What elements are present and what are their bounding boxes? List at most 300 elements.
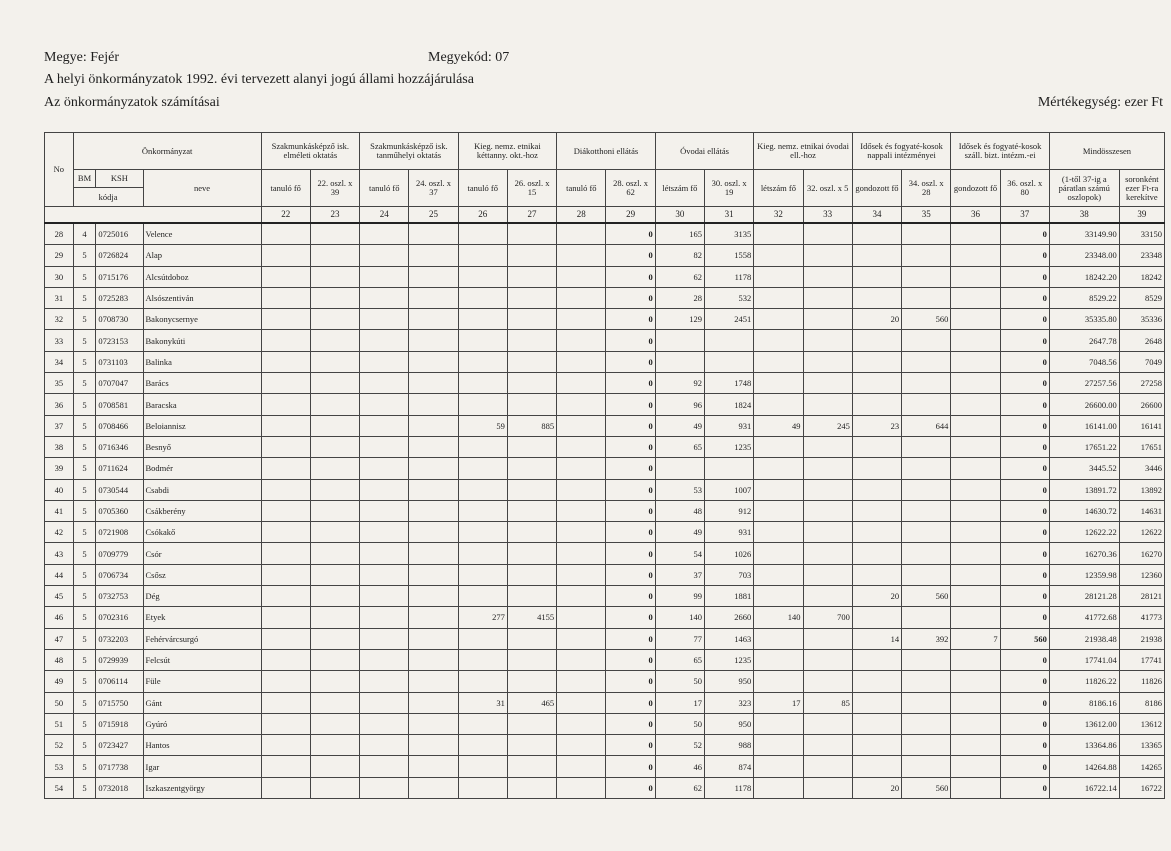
cell-c30: 49: [655, 415, 704, 436]
cell-c33: [803, 522, 852, 543]
cell-c34: [852, 649, 901, 670]
cell-c32: [754, 309, 803, 330]
cell-c29: 0: [606, 309, 655, 330]
cell-c28: [557, 223, 606, 245]
cell-row-no: 33: [45, 330, 74, 351]
header-sub: 36. oszl. x 80: [1000, 170, 1049, 207]
cell-c29: 0: [606, 415, 655, 436]
cell-c25: [409, 245, 458, 266]
cell-c30: 50: [655, 671, 704, 692]
cell-c37: 0: [1000, 735, 1049, 756]
cell-c34: 20: [852, 309, 901, 330]
cell-c37: 0: [1000, 223, 1049, 245]
cell-ksh-code: 0732753: [96, 586, 143, 607]
cell-c39-rounded: 41773: [1119, 607, 1164, 628]
header-sub: tanuló fő: [261, 170, 310, 207]
cell-c22: [261, 309, 310, 330]
cell-c27: [507, 713, 556, 734]
cell-c26: [458, 586, 507, 607]
cell-c39-rounded: 13365: [1119, 735, 1164, 756]
cell-c32: [754, 735, 803, 756]
cell-c26: [458, 777, 507, 798]
cell-bm-code: 5: [73, 394, 96, 415]
cell-row-no: 41: [45, 500, 74, 521]
header-sub: 32. oszl. x 5: [803, 170, 852, 207]
cell-ksh-code: 0705360: [96, 500, 143, 521]
cell-c26: [458, 756, 507, 777]
cell-c35: [902, 394, 951, 415]
header-col-num: 26: [458, 207, 507, 224]
cell-c30: 99: [655, 586, 704, 607]
cell-c22: [261, 756, 310, 777]
cell-municipality-name: Csákberény: [143, 500, 261, 521]
cell-c30: 92: [655, 373, 704, 394]
municipality-table: [44, 132, 1165, 799]
cell-c28: [557, 628, 606, 649]
cell-c25: [409, 458, 458, 479]
cell-c25: [409, 607, 458, 628]
cell-c29: 0: [606, 564, 655, 585]
cell-c34: 23: [852, 415, 901, 436]
cell-c25: [409, 735, 458, 756]
cell-c29: 0: [606, 522, 655, 543]
cell-row-no: 50: [45, 692, 74, 713]
cell-c37: 0: [1000, 543, 1049, 564]
cell-c35: [902, 756, 951, 777]
cell-c37: 0: [1000, 479, 1049, 500]
cell-c35: [902, 713, 951, 734]
cell-c31: 950: [704, 671, 753, 692]
table-row: [45, 266, 1165, 287]
cell-c30: 46: [655, 756, 704, 777]
cell-municipality-name: Balinka: [143, 351, 261, 372]
cell-c33: [803, 266, 852, 287]
table-row: [45, 309, 1165, 330]
cell-c33: [803, 287, 852, 308]
cell-c31: 1026: [704, 543, 753, 564]
cell-c24: [360, 351, 409, 372]
cell-c30: 37: [655, 564, 704, 585]
cell-c31: [704, 351, 753, 372]
cell-c29: 0: [606, 649, 655, 670]
header-sub: 26. oszl. x 15: [507, 170, 556, 207]
cell-bm-code: 5: [73, 713, 96, 734]
cell-c38-total: 17741.04: [1049, 649, 1119, 670]
cell-c37: 0: [1000, 309, 1049, 330]
cell-c31: 1881: [704, 586, 753, 607]
cell-municipality-name: Csór: [143, 543, 261, 564]
cell-municipality-name: Csabdi: [143, 479, 261, 500]
cell-c31: 988: [704, 735, 753, 756]
cell-c25: [409, 436, 458, 457]
cell-c24: [360, 649, 409, 670]
cell-bm-code: 5: [73, 479, 96, 500]
cell-c27: [507, 543, 556, 564]
cell-ksh-code: 0721908: [96, 522, 143, 543]
cell-c33: [803, 309, 852, 330]
table-row: [45, 415, 1165, 436]
cell-c30: [655, 351, 704, 372]
cell-ksh-code: 0706734: [96, 564, 143, 585]
cell-c30: 53: [655, 479, 704, 500]
cell-c28: [557, 309, 606, 330]
cell-row-no: 45: [45, 586, 74, 607]
cell-c34: [852, 458, 901, 479]
cell-c22: [261, 266, 310, 287]
cell-c28: [557, 777, 606, 798]
cell-c34: [852, 522, 901, 543]
cell-c22: [261, 628, 310, 649]
cell-row-no: 40: [45, 479, 74, 500]
cell-c27: [507, 500, 556, 521]
cell-c25: [409, 564, 458, 585]
cell-row-no: 36: [45, 394, 74, 415]
cell-c26: [458, 543, 507, 564]
cell-c29: 0: [606, 500, 655, 521]
header-sub: 34. oszl. x 28: [902, 170, 951, 207]
cell-c35: 560: [902, 586, 951, 607]
cell-c24: [360, 458, 409, 479]
cell-bm-code: 5: [73, 330, 96, 351]
cell-c32: [754, 756, 803, 777]
table-row: [45, 628, 1165, 649]
cell-row-no: 37: [45, 415, 74, 436]
cell-c23: [310, 458, 359, 479]
header-sub: gondozott fő: [852, 170, 901, 207]
cell-c23: [310, 671, 359, 692]
cell-c27: 465: [507, 692, 556, 713]
cell-bm-code: 5: [73, 564, 96, 585]
cell-municipality-name: Baracska: [143, 394, 261, 415]
cell-c27: [507, 287, 556, 308]
cell-c35: 392: [902, 628, 951, 649]
cell-ksh-code: 0706114: [96, 671, 143, 692]
cell-c23: [310, 628, 359, 649]
header-col-num: 31: [704, 207, 753, 224]
cell-c29: 0: [606, 735, 655, 756]
cell-ksh-code: 0708730: [96, 309, 143, 330]
header-sub: tanuló fő: [458, 170, 507, 207]
header-col-num: 25: [409, 207, 458, 224]
cell-c33: 85: [803, 692, 852, 713]
cell-bm-code: 5: [73, 649, 96, 670]
cell-c32: [754, 628, 803, 649]
cell-municipality-name: Alcsútdoboz: [143, 266, 261, 287]
cell-c25: [409, 628, 458, 649]
cell-c35: 560: [902, 777, 951, 798]
cell-c37: 0: [1000, 671, 1049, 692]
header-no: No: [45, 133, 74, 207]
cell-c31: 2451: [704, 309, 753, 330]
cell-row-no: 48: [45, 649, 74, 670]
cell-ksh-code: 0702316: [96, 607, 143, 628]
cell-row-no: 28: [45, 223, 74, 245]
cell-municipality-name: Besnyő: [143, 436, 261, 457]
cell-c31: 1235: [704, 436, 753, 457]
cell-c27: [507, 777, 556, 798]
cell-c37: 0: [1000, 713, 1049, 734]
cell-c34: [852, 713, 901, 734]
cell-c30: 49: [655, 522, 704, 543]
cell-c34: [852, 735, 901, 756]
cell-bm-code: 5: [73, 607, 96, 628]
cell-c26: [458, 287, 507, 308]
cell-c36: 7: [951, 628, 1000, 649]
cell-c24: [360, 500, 409, 521]
cell-c28: [557, 713, 606, 734]
table-row: [45, 671, 1165, 692]
cell-c38-total: 13612.00: [1049, 713, 1119, 734]
cell-municipality-name: Gyúró: [143, 713, 261, 734]
cell-c25: [409, 671, 458, 692]
cell-c24: [360, 671, 409, 692]
cell-c37: 0: [1000, 756, 1049, 777]
header-neve: neve: [143, 170, 261, 207]
cell-c25: [409, 543, 458, 564]
table-row: [45, 287, 1165, 308]
document-title: A helyi önkormányzatok 1992. évi tervezett alanyi jogú állami hozzájárulása: [44, 72, 474, 87]
header-col-num: 35: [902, 207, 951, 224]
cell-c35: 560: [902, 309, 951, 330]
cell-c25: [409, 266, 458, 287]
cell-c23: [310, 373, 359, 394]
cell-c23: [310, 436, 359, 457]
header-col-num: 37: [1000, 207, 1049, 224]
cell-row-no: 47: [45, 628, 74, 649]
cell-c34: [852, 394, 901, 415]
cell-c38-total: 12622.22: [1049, 522, 1119, 543]
cell-c24: [360, 330, 409, 351]
cell-row-no: 39: [45, 458, 74, 479]
cell-c34: [852, 692, 901, 713]
cell-c36: [951, 649, 1000, 670]
table-row: [45, 692, 1165, 713]
cell-c39-rounded: 18242: [1119, 266, 1164, 287]
cell-c22: [261, 713, 310, 734]
cell-c36: [951, 777, 1000, 798]
cell-c36: [951, 223, 1000, 245]
cell-c35: [902, 266, 951, 287]
cell-c38-total: 8529.22: [1049, 287, 1119, 308]
cell-c32: 140: [754, 607, 803, 628]
cell-municipality-name: Etyek: [143, 607, 261, 628]
cell-c32: 49: [754, 415, 803, 436]
table-row: [45, 330, 1165, 351]
cell-row-no: 35: [45, 373, 74, 394]
cell-c28: [557, 394, 606, 415]
cell-c23: [310, 649, 359, 670]
cell-c33: [803, 586, 852, 607]
cell-c25: [409, 500, 458, 521]
cell-c25: [409, 756, 458, 777]
cell-c27: 885: [507, 415, 556, 436]
cell-c33: [803, 713, 852, 734]
cell-row-no: 44: [45, 564, 74, 585]
cell-c26: [458, 436, 507, 457]
cell-c33: [803, 330, 852, 351]
cell-c35: [902, 671, 951, 692]
cell-municipality-name: Barács: [143, 373, 261, 394]
cell-c38-total: 16722.14: [1049, 777, 1119, 798]
cell-c25: [409, 394, 458, 415]
cell-c32: [754, 351, 803, 372]
cell-c39-rounded: 33150: [1119, 223, 1164, 245]
table-row: [45, 756, 1165, 777]
cell-ksh-code: 0708581: [96, 394, 143, 415]
cell-c30: 82: [655, 245, 704, 266]
cell-c22: [261, 649, 310, 670]
cell-c29: 0: [606, 586, 655, 607]
cell-c22: [261, 564, 310, 585]
cell-c24: [360, 692, 409, 713]
cell-c33: [803, 671, 852, 692]
cell-c23: [310, 692, 359, 713]
table-row: [45, 522, 1165, 543]
cell-ksh-code: 0725283: [96, 287, 143, 308]
cell-c37: 0: [1000, 330, 1049, 351]
cell-c29: 0: [606, 692, 655, 713]
cell-c34: [852, 543, 901, 564]
cell-c32: [754, 436, 803, 457]
cell-c24: [360, 287, 409, 308]
header-group: Diákotthoni ellátás: [557, 133, 656, 170]
header-group: Idősek és fogyaté-kosok nappali intézményei: [852, 133, 951, 170]
header-group: Mindösszesen: [1049, 133, 1164, 170]
cell-c38-total: 18242.20: [1049, 266, 1119, 287]
cell-c31: 1178: [704, 777, 753, 798]
cell-c39-rounded: 11826: [1119, 671, 1164, 692]
cell-c23: [310, 543, 359, 564]
header-kodja: kódja: [73, 188, 143, 207]
cell-c36: [951, 394, 1000, 415]
unit-label: Mértékegység: ezer Ft: [1037, 95, 1163, 110]
cell-c32: [754, 713, 803, 734]
cell-c38-total: 21938.48: [1049, 628, 1119, 649]
cell-c39-rounded: 16270: [1119, 543, 1164, 564]
cell-c32: [754, 671, 803, 692]
header-sub: 22. oszl. x 39: [310, 170, 359, 207]
cell-c32: [754, 777, 803, 798]
cell-c25: [409, 351, 458, 372]
cell-c26: [458, 394, 507, 415]
cell-c28: [557, 522, 606, 543]
cell-c38-total: 35335.80: [1049, 309, 1119, 330]
cell-c38-total: 7048.56: [1049, 351, 1119, 372]
cell-c32: [754, 287, 803, 308]
cell-municipality-name: Dég: [143, 586, 261, 607]
cell-c28: [557, 500, 606, 521]
table-row: [45, 479, 1165, 500]
cell-c24: [360, 245, 409, 266]
cell-c26: [458, 735, 507, 756]
cell-c37: 0: [1000, 564, 1049, 585]
cell-municipality-name: Iszkaszentgyörgy: [143, 777, 261, 798]
cell-c37: 0: [1000, 373, 1049, 394]
cell-c33: [803, 649, 852, 670]
cell-c33: [803, 245, 852, 266]
cell-c22: [261, 415, 310, 436]
header-sub: tanuló fő: [360, 170, 409, 207]
cell-c32: [754, 458, 803, 479]
cell-c26: [458, 713, 507, 734]
cell-row-no: 38: [45, 436, 74, 457]
header-col-num: 34: [852, 207, 901, 224]
cell-c29: 0: [606, 394, 655, 415]
cell-c28: [557, 649, 606, 670]
cell-row-no: 29: [45, 245, 74, 266]
cell-c24: [360, 777, 409, 798]
cell-c34: 20: [852, 777, 901, 798]
cell-c32: [754, 245, 803, 266]
cell-c34: [852, 671, 901, 692]
cell-c27: [507, 756, 556, 777]
cell-c22: [261, 777, 310, 798]
cell-c33: [803, 564, 852, 585]
cell-c29: 0: [606, 479, 655, 500]
cell-c27: [507, 458, 556, 479]
cell-c27: [507, 436, 556, 457]
cell-c32: [754, 500, 803, 521]
cell-ksh-code: 0725016: [96, 223, 143, 245]
cell-c36: [951, 607, 1000, 628]
cell-c24: [360, 309, 409, 330]
cell-c22: [261, 479, 310, 500]
table-row: [45, 458, 1165, 479]
cell-c30: 65: [655, 436, 704, 457]
cell-c31: 912: [704, 500, 753, 521]
cell-municipality-name: Igar: [143, 756, 261, 777]
cell-c30: 77: [655, 628, 704, 649]
cell-c28: [557, 564, 606, 585]
cell-c27: [507, 330, 556, 351]
cell-c29: 0: [606, 607, 655, 628]
cell-c23: [310, 586, 359, 607]
cell-c25: [409, 373, 458, 394]
cell-c37: 0: [1000, 287, 1049, 308]
header-onkormanyzat: Önkormányzat: [73, 133, 261, 170]
table-row: [45, 649, 1165, 670]
cell-c39-rounded: 8186: [1119, 692, 1164, 713]
cell-c34: [852, 351, 901, 372]
cell-bm-code: 5: [73, 309, 96, 330]
cell-c29: 0: [606, 436, 655, 457]
cell-c31: 931: [704, 415, 753, 436]
cell-ksh-code: 0716346: [96, 436, 143, 457]
cell-c24: [360, 713, 409, 734]
cell-c34: [852, 245, 901, 266]
table-row: [45, 607, 1165, 628]
header-col-num: 27: [507, 207, 556, 224]
header-sub: soronként ezer Ft-ra kerekítve: [1119, 170, 1164, 207]
table-row: [45, 245, 1165, 266]
cell-c26: [458, 458, 507, 479]
cell-c26: [458, 500, 507, 521]
cell-c31: 1748: [704, 373, 753, 394]
cell-c28: [557, 415, 606, 436]
cell-c39-rounded: 8529: [1119, 287, 1164, 308]
cell-c37: 0: [1000, 415, 1049, 436]
cell-c22: [261, 287, 310, 308]
cell-c28: [557, 479, 606, 500]
cell-row-no: 31: [45, 287, 74, 308]
cell-c29: 0: [606, 245, 655, 266]
cell-c23: [310, 415, 359, 436]
cell-c29: 0: [606, 756, 655, 777]
cell-c31: 1178: [704, 266, 753, 287]
cell-c39-rounded: 3446: [1119, 458, 1164, 479]
header-col-num: 33: [803, 207, 852, 224]
cell-c32: [754, 330, 803, 351]
